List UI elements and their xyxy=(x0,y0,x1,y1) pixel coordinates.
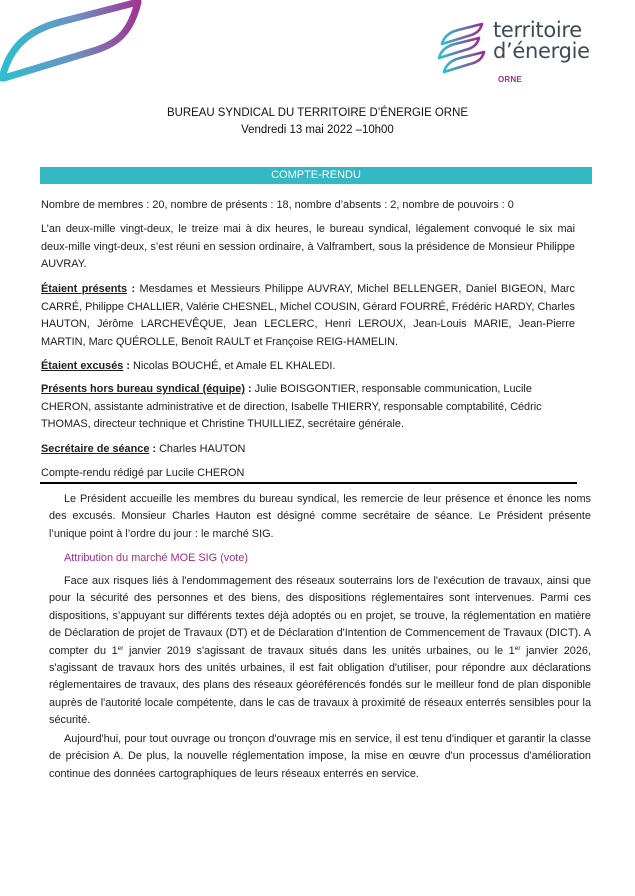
superscript-1: er xyxy=(117,644,124,652)
attendance-counts: Nombre de membres : 20, nombre de présents : 18, nombre d’absents : 2, nombre de pouvoirs : 0 xyxy=(41,199,514,211)
session-secretary xyxy=(41,441,575,459)
secretary-label: Secrétaire de séance xyxy=(41,443,150,455)
opening-paragraph: L’an deux-mille vingt-deux, le treize mai à dix heures, le bureau syndical, légalement convoqué le six mai deux-mille vingt-deux, s’est réuni en session ordinaire, à Valframbert, sous la présidence de Monsieur Philippe AUVRAY. xyxy=(41,223,575,270)
present-label: Étaient présents xyxy=(41,283,128,295)
decorative-swoosh xyxy=(0,0,145,85)
present-colon: : xyxy=(127,283,140,295)
logo-line-2: d’énergie xyxy=(493,39,590,63)
excused-list: Nicolas BOUCHÉ, et Amale EL KHALEDI. xyxy=(133,360,336,372)
logo-subtitle: ORNE xyxy=(498,75,522,84)
excused-label: Étaient excusés xyxy=(41,360,124,372)
superscript-2: er xyxy=(514,644,521,652)
regulation-text-c: janvier 2026, s'agissant de travaux hors des unités urbaines, il est fait obligation d'utiliser, pour répondre aux déclarations réglementaires de travaux, des plans des réseaux géoréférencés fondés sur le meilleur fond de plan disponible auprès de l'autorité locale compétente, dans le cas de travaux à proximité de réseaux enterrés sensibles pour la sécurité. xyxy=(49,644,591,727)
horizontal-rule xyxy=(40,482,577,484)
logo-mark-icon xyxy=(436,22,488,74)
section-banner: COMPTE-RENDU xyxy=(40,167,592,184)
regulation-paragraph xyxy=(49,573,591,730)
staff-list: Julie BOISGONTIER, responsable communication, Lucile CHERON, assistante administrative et de direction, Isabelle THIERRY, responsable comptabilité, Cédric THOMAS, directeur technique et Christine THUILLIEZ, secrétaire générale. xyxy=(41,383,542,430)
document-title: BUREAU SYNDICAL DU TERRITOIRE D’ÉNERGIE ORNE xyxy=(166,105,468,119)
regulation-text-b: janvier 2019 s'agissant de travaux situés dans les unités urbaines, ou le 1 xyxy=(123,644,515,657)
excused-members xyxy=(41,358,575,376)
regulation-text-a: Face aux risques liés à l'endommagement des réseaux souterrains lors de l'exécution de travaux, ainsi que pour la sécurité des personnes et des biens, des dispositions réglementaires sont intervenues. Parmi ces dispositions, s’appuyant sur différents textes déjà adoptés ou en projet, se trouve, la réglementation en matière de Déclaration de projet de Travaux (DT) et de Déclaration d'Intention de Commencement de Travaux (DICT). A compter du 1 xyxy=(49,575,591,657)
secretary-name: Charles HAUTON xyxy=(159,443,246,455)
meeting-date: Vendredi 13 mai 2022 –10h00 xyxy=(241,122,394,136)
staff-present xyxy=(41,381,581,434)
staff-label: Présents hors bureau syndical (équipe) xyxy=(41,383,245,395)
present-list: Mesdames et Messieurs Philippe AUVRAY, Michel BELLENGER, Daniel BIGEON, Marc CARRÉ, Philippe CHALLIER, Valérie CHESNEL, Michel COUSIN, Gérard FOURRÉ, Frédéric HARDY, Charles HAUTON, Jérôme LARCHEVÊQUE, Jean LECLERC, Henri LEROUX, Jean-Louis MARIE, Jean-Pierre MARTIN, Marc QUÉROLLE, Benoît RAULT et Françoise REIG-HAMELIN. xyxy=(41,283,575,348)
staff-colon: : xyxy=(244,383,255,395)
agenda-item-title: Attribution du marché MOE SIG (vote) xyxy=(64,552,248,564)
logo-wordmark xyxy=(493,20,590,62)
organization-logo xyxy=(436,18,616,88)
secretary-colon: : xyxy=(149,443,160,455)
written-by: Compte-rendu rédigé par Lucile CHERON xyxy=(41,467,245,479)
precision-paragraph: Aujourd'hui, pour tout ouvrage ou tronçon d'ouvrage mis en service, il est tenu d'indiquer et garantir la classe de précision A. De plus, la nouvelle réglementation impose, la mise en œuvre d'un processus d'amélioration continue des données cartographiques de leurs réseaux enterrés en service. xyxy=(49,733,591,780)
intro-paragraph: Le Président accueille les membres du bureau syndical, les remercie de leur présence et énonce les noms des excusés. Monsieur Charles Hauton est désigné comme secrétaire de séance. Le Président présente l’unique point à l’ordre du jour : le marché SIG. xyxy=(49,493,591,540)
excused-colon: : xyxy=(123,360,134,372)
logo-line-1: territoire xyxy=(493,18,582,42)
present-members xyxy=(41,281,575,351)
